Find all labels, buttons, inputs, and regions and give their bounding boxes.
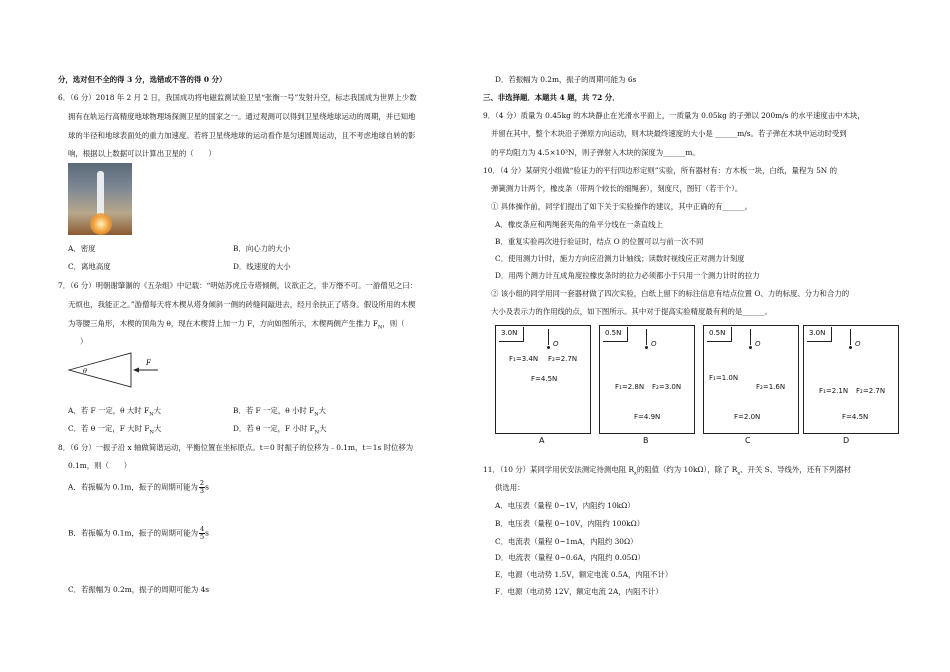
q11-line-1: 11．（10 分）某同学用伏安法测定待测电阻 $R_x$的阻值（约为 10kΩ），除了 $R_x$、开关 S、导线外，还有下列器材 — [483, 465, 852, 477]
experiment-panel-b[interactable] — [599, 325, 695, 434]
q6-line-4: 响，根据以上数据可以计算出卫星的（ ） — [68, 149, 216, 158]
q7-option-a[interactable]: A．若 F 一定，θ 大时 $F_N$大 — [68, 406, 161, 418]
experiment-panel-a[interactable] — [495, 325, 591, 434]
q10-line-part2-2: 大小及表示力的作用线的点，如下图所示。其中对于提高实验精度最有利的是______。 — [491, 307, 772, 316]
knot-point — [547, 346, 550, 349]
q11-option-f[interactable]: F．电源（电动势 12V，额定电流 2A，内阻不计） — [495, 587, 663, 596]
q6-option-c[interactable]: C．离地高度 — [68, 262, 111, 271]
q6-line-1: 6．（6 分）2018 年 2 月 2 日，我国成功将电磁监测试验卫星“张衡一号”发射升空，标志我国成为世界上少数 — [58, 93, 417, 102]
force-f1-label: F₁=1.0N — [709, 374, 739, 382]
q11-option-e[interactable]: E．电源（电动势 1.5V，额定电流 0.5A，内阻不计） — [495, 570, 673, 579]
section-3-heading: 三、非选择题．本题共 4 题，共 72 分． — [483, 93, 620, 102]
force-f1-label: F₁=2.1N — [819, 387, 849, 395]
force-scale-label: 0.5N — [605, 329, 622, 337]
knot-label-o: O — [855, 340, 861, 348]
theta-label: θ — [83, 367, 87, 375]
force-f2-label: F₂=3.0N — [652, 383, 682, 391]
q10-option-a[interactable]: A．橡皮条应和两绳套夹角的角平分线在一条直线上 — [495, 220, 663, 229]
q6-line-3: 球的半径和地球表面处的重力加速度。若将卫星绕地球的运动看作是匀速圆周运动，且不考虑地球自转的影 — [68, 131, 416, 140]
panel-a-caption: A — [539, 436, 545, 445]
q10-line-3: ① 具体操作前，同学们提出了如下关于实验操作的建议，其中正确的有______。 — [491, 202, 753, 211]
knot-label-o: O — [553, 340, 559, 348]
q11-option-b[interactable]: B．电压表（量程 0~10V，内阻约 100kΩ） — [495, 519, 645, 528]
q7-option-c[interactable]: C．若 θ 一定，F 大时 $F_N$大 — [68, 424, 162, 436]
force-scale-label: 3.0N — [809, 329, 826, 337]
experiment-panel-d[interactable] — [803, 325, 899, 434]
q8-option-c[interactable]: C．若振幅为 0.2m，振子的周期可能为 4s — [68, 585, 210, 594]
q10-option-b[interactable]: B．重复实验再次进行验证时，结点 O 的位置可以与前一次不同 — [495, 237, 704, 246]
rope-line — [750, 329, 751, 345]
force-label: F — [146, 359, 151, 367]
q7-line-2: 无烦也，我能正之。”游僧每天将木楔从塔身倾斜一侧的砖缝间敲进去，经月余扶正了塔身。假设所用的木楔 — [68, 300, 416, 309]
q7-line-4: ） — [80, 337, 88, 346]
q9-line-2: 并留在其中，整个木块沿子弹原方向运动，则木块最终速度的大小是 ______m/s。若子弹在木块中运动时受到 — [491, 129, 847, 138]
force-f1-label: F₁=2.8N — [615, 383, 645, 391]
q10-option-c[interactable]: C．使用测力计时，施力方向应沿测力计轴线；读数时视线应正对测力计刻度 — [495, 254, 745, 263]
wedge-triangle — [69, 353, 131, 387]
force-f1-label: F₁=3.4N — [509, 355, 539, 363]
knot-point — [645, 346, 648, 349]
knot-label-o: O — [755, 340, 761, 348]
rocket-launch-image — [68, 163, 132, 235]
rocket-body — [97, 171, 104, 217]
q10-option-d[interactable]: D．用两个测力计互成角度拉橡皮条时的拉力必须都小于只用一个测力计时的拉力 — [495, 271, 760, 280]
q9-line-3: 的平均阻力为 4.5×10³N，则子弹射入木块的深度为______m。 — [491, 148, 700, 157]
q9-line-1: 9．（4 分）质量为 0.45kg 的木块静止在光滑水平面上，一质量为 0.05kg 的子弹以 200m/s 的水平速度击中木块， — [483, 111, 865, 120]
q8-option-a[interactable]: A．若振幅为 0.1m，振子的周期可能为 $\frac{2}{3}$ s — [68, 479, 209, 495]
rope-line — [548, 329, 549, 345]
q6-option-b[interactable]: B．向心力的大小 — [233, 244, 291, 253]
panel-b-caption: B — [643, 436, 649, 445]
q6-option-d[interactable]: D．线速度的大小 — [233, 262, 291, 271]
rope-line — [850, 329, 851, 345]
q11-option-a[interactable]: A．电压表（量程 0~1V，内阻约 10kΩ） — [495, 501, 635, 510]
q8-line-2: 0.1m，则（ ） — [68, 461, 132, 470]
panel-d-caption: D — [843, 436, 850, 445]
force-scale-label: 3.0N — [501, 329, 518, 337]
q8-option-b[interactable]: B．若振幅为 0.1m，振子的周期可能为 $\frac{4}{5}$ s — [68, 525, 209, 541]
force-f2-label: F₂=2.7N — [856, 387, 886, 395]
q11-option-c[interactable]: C．电流表（量程 0~1mA，内阻约 30Ω） — [495, 537, 638, 546]
panel-c-caption: C — [745, 436, 751, 445]
knot-point — [749, 346, 752, 349]
q11-line-2: 供选用： — [495, 483, 525, 492]
q8-option-d[interactable]: D．若振幅为 0.2m，振子的周期可能为 6s — [495, 75, 637, 84]
section-intro: 分，选对但不全的得 3 分，选错或不答的得 0 分） — [58, 75, 227, 84]
q6-line-2: 拥有在轨运行高精度地球物理场探测卫星的国家之一。通过观测可以得到卫星绕地球运动的周期，并已知地 — [68, 112, 416, 121]
q10-line-part2-1: ② 该小组的同学用同一套器材做了四次实验，白纸上留下的标注信息有结点位置 O、力的标度、分力和合力的 — [491, 289, 850, 298]
q6-option-a[interactable]: A．密度 — [68, 244, 96, 253]
wedge-figure — [66, 350, 162, 390]
knot-point — [849, 346, 852, 349]
q7-line-3: 为等腰三角形，木楔的顶角为 θ，现在木楔背上加一力 F，方向如图所示，木楔两侧产生推力 $F_N$，则（ — [68, 319, 405, 331]
rocket-flame — [90, 213, 112, 235]
force-arrow-head — [133, 368, 139, 373]
q10-line-2: 弹簧测力计两个，橡皮条（带两个较长的细绳套），刻度尺，图钉（若干个）。 — [491, 184, 743, 193]
q10-line-1: 10．（4 分）某研究小组做“验证力的平行四边形定则”实验，所有器材有：方木板一块，白纸，量程为 5N 的 — [483, 166, 837, 175]
force-f2-label: F₂=2.7N — [548, 355, 578, 363]
force-resultant-label: F=2.0N — [734, 413, 761, 421]
knot-label-o: O — [651, 340, 657, 348]
force-f2-label: F₂=1.6N — [756, 383, 786, 391]
force-scale-label: 0.5N — [709, 329, 726, 337]
q7-option-d[interactable]: D．若 θ 一定，F 小时 $F_N$大 — [233, 424, 327, 436]
q7-line-1: 7．（6 分）明朝谢肇淛的《五杂组》中记载：“明姑苏虎丘寺塔倾侧，议欲正之，非万缗不可。一游僧见之曰： — [58, 281, 418, 290]
q11-option-d[interactable]: D．电流表（量程 0~0.6A，内阻约 0.05Ω） — [495, 553, 645, 562]
q8-line-1: 8．（6 分）一振子沿 x 轴做简谐运动，平衡位置在坐标原点。t＝0 时振子的位移为﹣0.1m，t＝1s 时位移为 — [58, 443, 414, 452]
rope-line — [646, 329, 647, 345]
force-resultant-label: F=4.5N — [531, 375, 558, 383]
force-resultant-label: F=4.9N — [634, 413, 661, 421]
force-resultant-label: F=4.5N — [842, 413, 869, 421]
q7-option-b[interactable]: B．若 F 一定，θ 小时 $F_N$大 — [233, 406, 327, 418]
experiment-panel-c[interactable] — [703, 325, 799, 434]
